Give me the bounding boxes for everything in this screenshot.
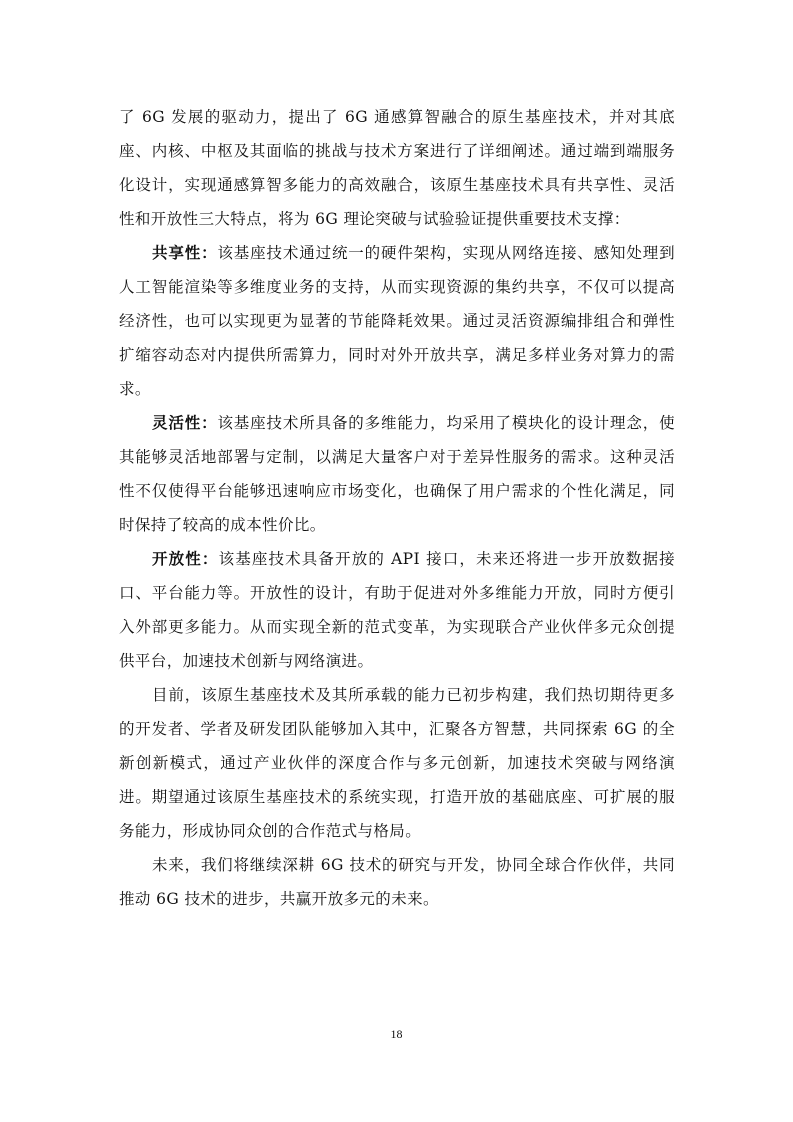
document-body [119,100,675,916]
flexibility-label: 灵活性： [152,414,218,432]
page-number: 18 [390,1027,403,1041]
sharing-text: 该基座技术通过统一的硬件架构，实现从网络连接、感知处理到人工智能渲染等多维度业务的支持，从而实现资源的集约共享，不仅可以提高经济性，也可以实现更为显著的节能降耗效果。通过灵活资源编排组合和弹性扩缩容动态对内提供所需算力，同时对外开放共享，满足多样业务对算力的需求。 [119,244,675,398]
future-paragraph: 未来，我们将继续深耕 6G 技术的研究与开发，协同全球合作伙伴，共同推动 6G 技术的进步，共赢开放多元的未来。 [119,856,675,908]
flexibility-paragraph [119,406,675,542]
intro-paragraph: 了 6G 发展的驱动力，提出了 6G 通感算智融合的原生基座技术，并对其底座、内核、中枢及其面临的挑战与技术方案进行了详细阐述。通过端到端服务化设计，实现通感算智多能力的高效融合，该原生基座技术具有共享性、灵活性和开放性三大特点，将为 6G 理论突破与试验验证提供重要技术支撑： [119,108,675,228]
current-status-paragraph: 目前，该原生基座技术及其所承载的能力已初步构建，我们热切期待更多的开发者、学者及研发团队能够加入其中，汇聚各方智慧，共同探索 6G 的全新创新模式，通过产业伙伴的深度合作与多元创新，加速技术突破与网络演进。期望通过该原生基座技术的系统实现，打造开放的基础底座、可扩展的服务能力，形成协同众创的合作范式与格局。 [119,686,675,840]
sharing-paragraph [119,236,675,406]
flexibility-text: 该基座技术所具备的多维能力，均采用了模块化的设计理念，使其能够灵活地部署与定制，以满足大量客户对于差异性服务的需求。这种灵活性不仅使得平台能够迅速响应市场变化，也确保了用户需求的个性化满足，同时保持了较高的成本性价比。 [119,414,675,534]
sharing-label: 共享性： [152,244,218,262]
openness-text: 该基座技术具备开放的 API 接口，未来还将进一步开放数据接口、平台能力等。开放性的设计，有助于促进对外多维能力开放，同时方便引入外部更多能力。从而实现全新的范式变革，为实现联合产业伙伴多元众创提供平台，加速技术创新与网络演进。 [119,550,675,670]
openness-label: 开放性： [152,550,219,568]
openness-paragraph [119,542,675,678]
